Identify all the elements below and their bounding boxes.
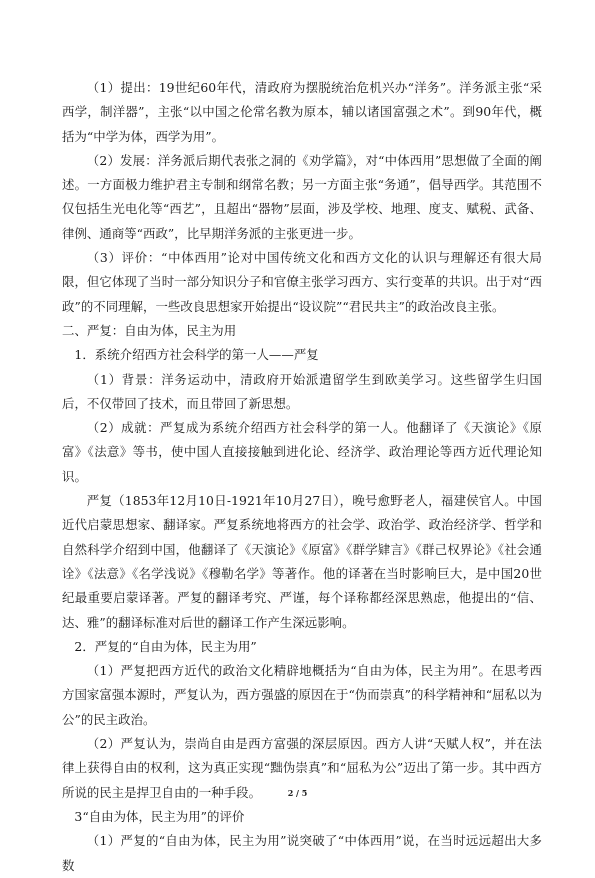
paragraph-evaluation: （3）评价：“中体西用”论对中国传统文化和西方文化的认识与理解还有很大局限，但它体现了当时一部分知识分子和官僚主张学习西方、实行变革的共识。出于对“西政”的不同理解，一些改良思想家开始提出“设议院”“君民共主”的政治改良主张。 [62,250,542,314]
paragraph-background: （1）背景：洋务运动中，清政府开始派遣留学生到欧美学习。这些留学生归国后，不仅带回了技术，而且带回了新思想。 [62,371,542,411]
paragraph-biography: 严复（1853年12月10日-1921年10月27日），晚号愈野老人，福建侯官人。中国近代启蒙思想家、翻译家。严复系统地将西方的社会学、政治学、政治经济学、哲学和自然科学介绍到中国，他翻译了《天演论》《原富》《群学肄言》《群己权界论》《社会通诠》《法意》《名学浅说》《穆勒名学》等著作。他的译著在当时影响巨大，是中国20世纪最重要启蒙译著。严复的翻译考究、严谨，每个译称都经深思熟虑，他提出的“信、达、雅”的翻译标准对后世的翻译工作产生深远影响。 [62,493,542,630]
subheading-freedom-democracy: 2．严复的“自由为体，民主为用” [74,638,257,654]
paragraph-breakthrough: （1）严复的“自由为体，民主为用”说突破了“中体西用”说，在当时远远超出大多数 [62,833,542,873]
page-number: 2 / 5 [287,788,308,798]
paragraph-summary: （1）严复把西方近代的政治文化精辟地概括为“自由为体，民主为用”。在思考西方国家富强本源时，严复认为，西方强盛的原因在于“伪而崇真”的科学精神和“屈私以为公”的民主政治。 [62,663,542,727]
subheading-evaluation: 3“自由为体，民主为用”的评价 [74,808,245,824]
subheading-first-introducer: 1．系统介绍西方社会科学的第一人——严复 [74,347,319,363]
paragraph-freedom-cause: （2）严复认为，崇尚自由是西方富强的深层原因。西方人讲“天赋人权”，并在法律上获得自由的权利，这为真正实现“黜伪崇真”和“屈私为公”迈出了第一步。其中西方所说的民主是捍卫自由的一种手段。 [62,736,542,800]
paragraph-achievement: （2）成就：严复成为系统介绍西方社会科学的第一人。他翻译了《天演论》《原富》《法意》等书，使中国人直接接触到进化论、经济学、政治理论等西方近代理论知识。 [62,420,542,484]
section-heading-yanfu: 二、严复：自由为体，民主为用 [62,322,237,338]
document-body [62,76,542,878]
paragraph-development: （2）发展：洋务派后期代表张之洞的《劝学篇》，对“中体西用”思想做了全面的阐述。一方面极力维护君主专制和纲常名教；另一方面主张“务通”，倡导西学。其范围不仅包括生光电化等“西艺”，且超出“器物”层面，涉及学校、地理、度支、赋税、武备、律例、通商等“西政”，比早期洋务派的主张更进一步。 [62,152,542,241]
paragraph-proposal: （1）提出：19世纪60年代，清政府为摆脱统治危机兴办“洋务”。洋务派主张“采西学，制洋器”，主张“以中国之伦常名教为原本，辅以诸国富强之术”。到90年代，概括为“中学为体，西学为用”。 [62,80,542,144]
